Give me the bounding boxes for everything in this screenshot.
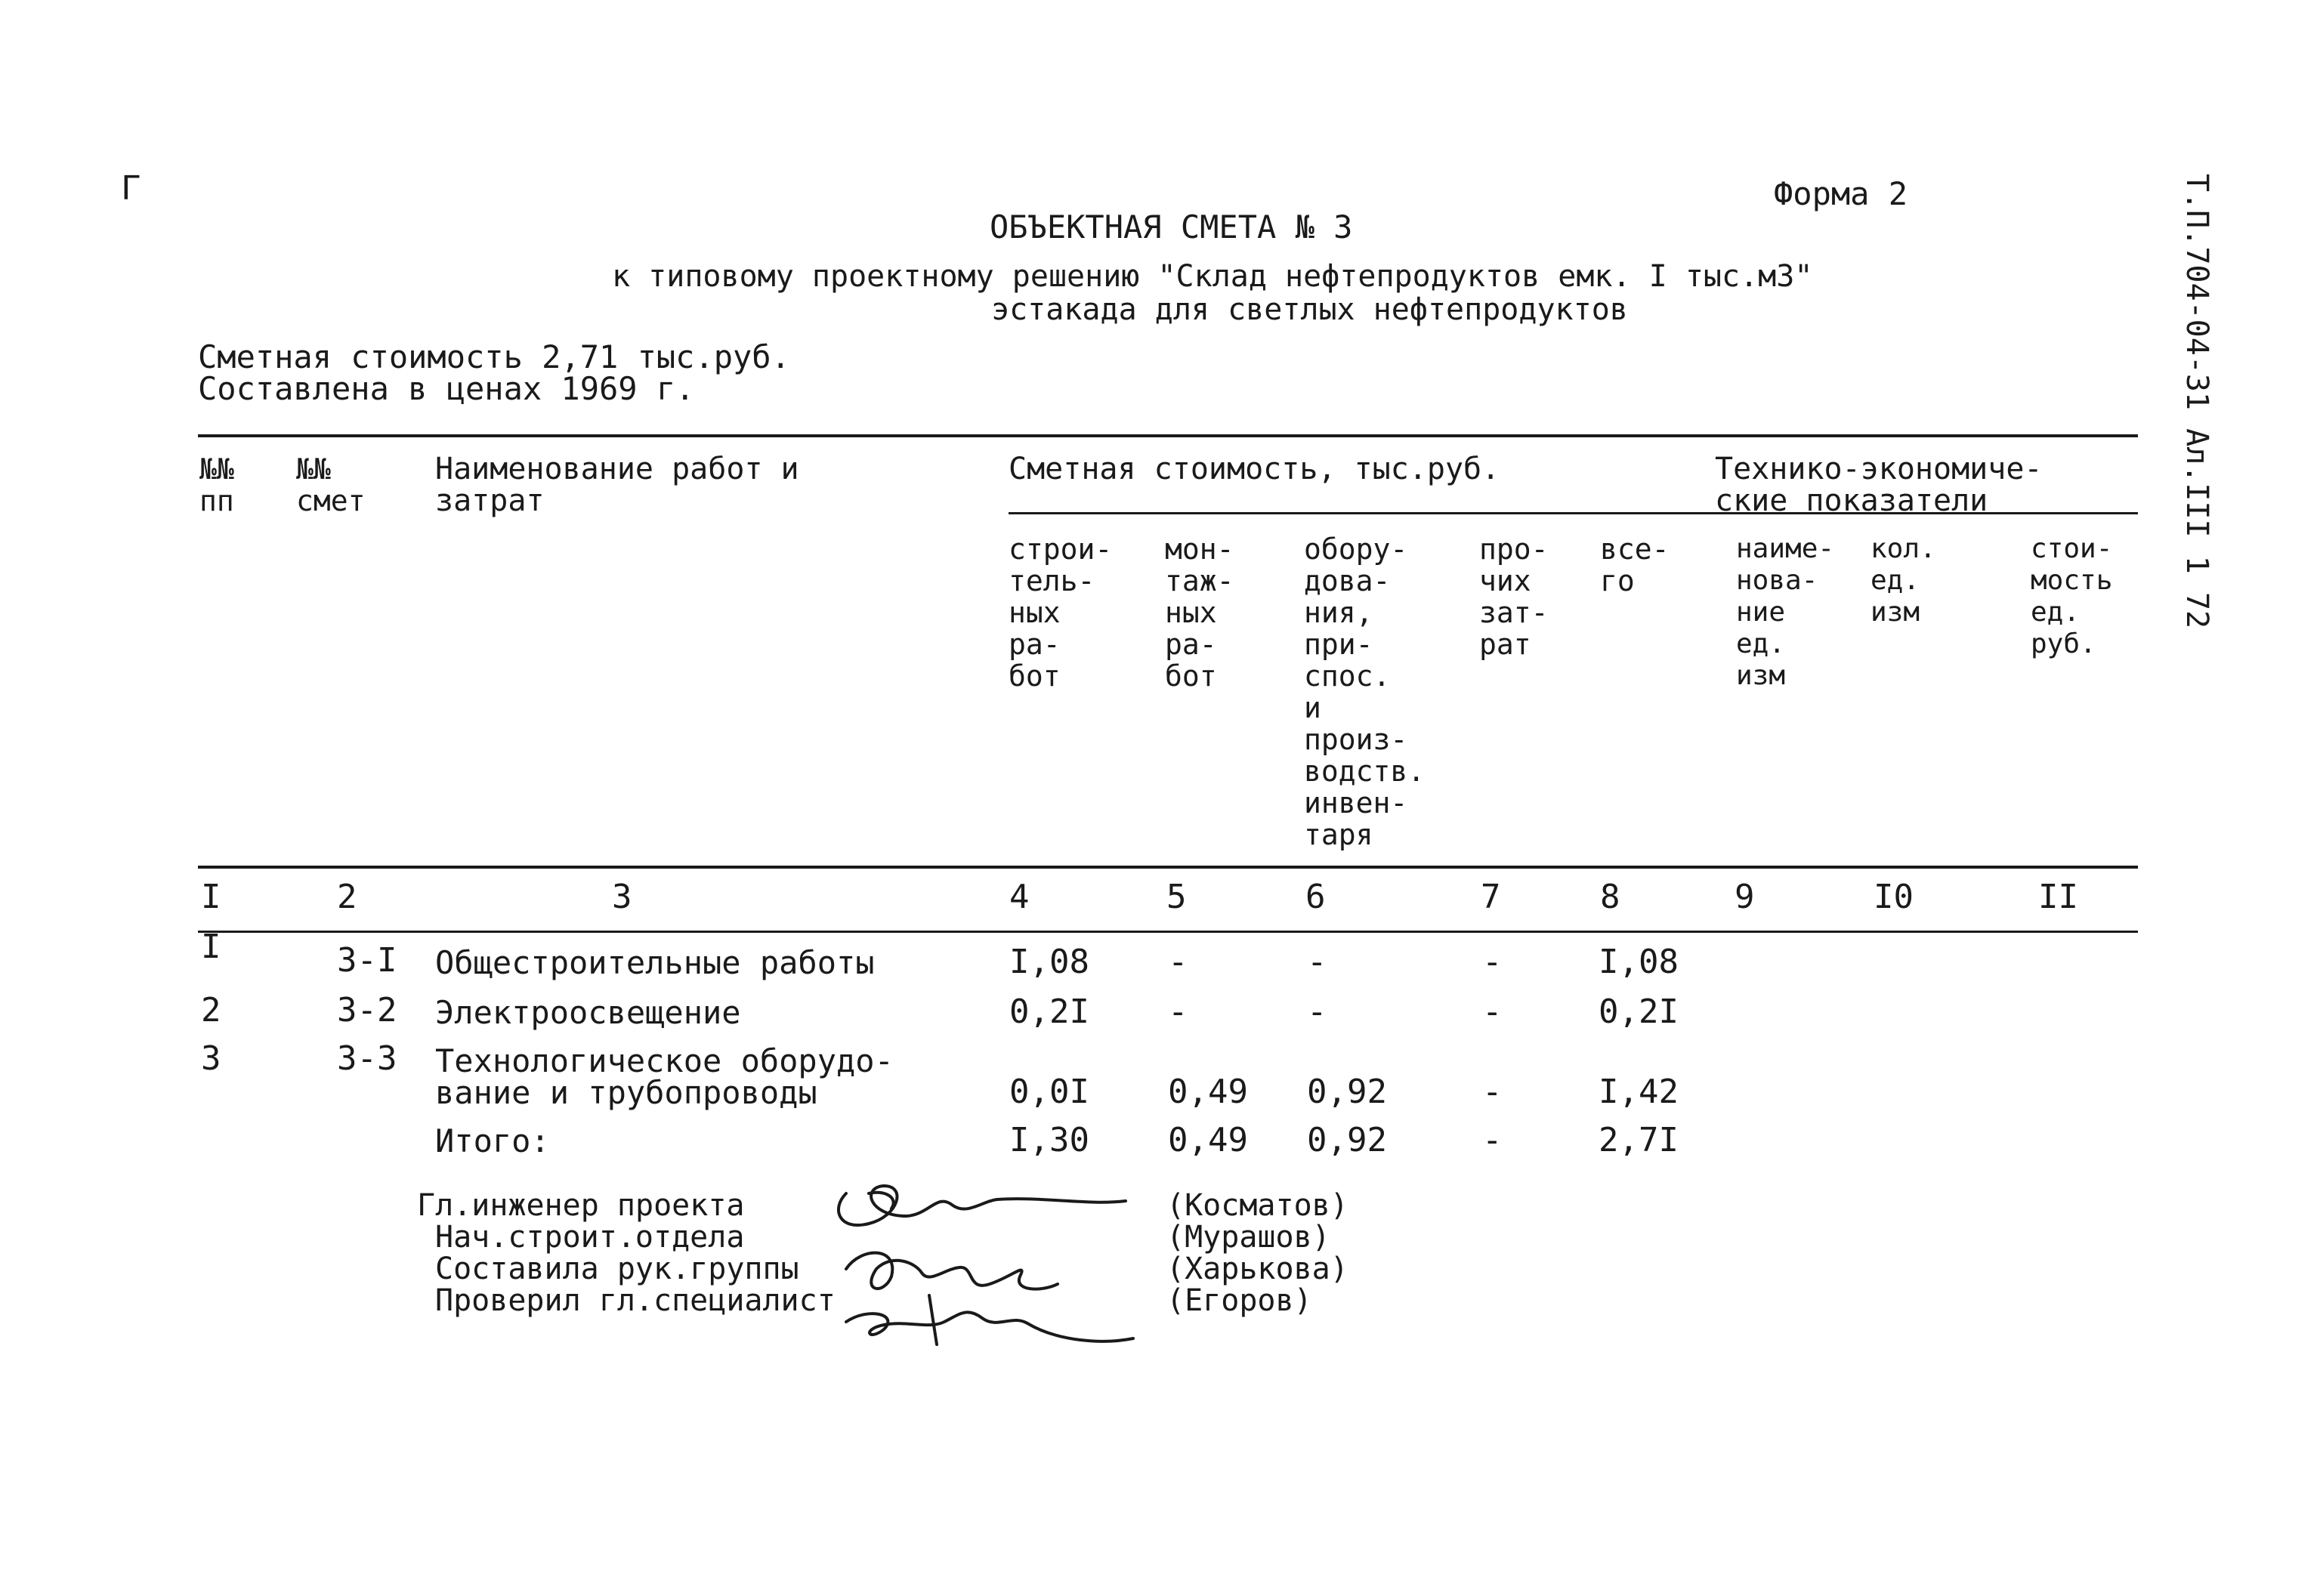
row-1-name: Общестроительные работы	[435, 944, 875, 981]
header-construction-works: строи- тель- ных ра- бот	[1009, 533, 1113, 693]
column-number-11: II	[2038, 878, 2078, 916]
estimate-cost: Сметная стоимость 2,71 тыс.руб.	[198, 338, 790, 375]
column-number-8: 8	[1600, 878, 1620, 916]
row-3-installation: 0,49	[1168, 1073, 1248, 1111]
row-2-name: Электроосвещение	[435, 994, 741, 1031]
signature-person-murashov: (Мурашов)	[1166, 1220, 1330, 1255]
signature-role-chief-specialist: Проверил гл.специалист	[435, 1283, 836, 1318]
column-number-6: 6	[1305, 878, 1326, 916]
document-subtitle-line1: к типовому проектному решению "Склад нефтепродуктов емк. I тыс.м3"	[612, 259, 1813, 294]
price-basis: Составлена в ценах 1969 г.	[198, 370, 695, 407]
row-1-installation: -	[1168, 943, 1188, 981]
row-1-estimate: 3-I	[337, 941, 397, 980]
header-unit-cost: стои- мость ед. руб.	[2031, 533, 2113, 659]
total-construction: I,30	[1009, 1121, 1089, 1159]
row-1-other: -	[1482, 943, 1503, 981]
row-2-equipment: -	[1307, 992, 1327, 1031]
header-equipment: обору- дова- ния, при- спос. и произ- водств. инвен- таря	[1304, 533, 1426, 851]
header-cost-group: Сметная стоимость, тыс.руб.	[1009, 452, 1500, 486]
signature-person-kosmatov: (Косматов)	[1166, 1188, 1348, 1223]
signature-person-kharkova: (Харькова)	[1166, 1252, 1348, 1286]
header-unit-name: наиме- нова- ние ед. изм	[1736, 533, 1835, 691]
table-top-rule	[198, 434, 2138, 437]
row-1-construction: I,08	[1009, 943, 1089, 981]
header-unit-quantity: кол. ед. изм	[1871, 533, 1936, 628]
column-number-10: I0	[1874, 878, 1914, 916]
column-number-2: 2	[337, 878, 357, 916]
total-equipment: 0,92	[1307, 1121, 1387, 1159]
row-3-construction: 0,0I	[1009, 1073, 1089, 1111]
header-work-name: Наименование работ и затрат	[435, 452, 799, 518]
row-1-equipment: -	[1307, 943, 1327, 981]
row-2-estimate: 3-2	[337, 991, 397, 1030]
column-number-7: 7	[1481, 878, 1501, 916]
handwritten-signatures	[816, 1163, 1148, 1360]
row-3-other: -	[1482, 1073, 1503, 1111]
signature-person-egorov: (Егоров)	[1166, 1283, 1312, 1318]
document-subtitle-line2: эстакада для светлых нефтепродуктов	[991, 292, 1628, 327]
header-row-number: №№ пп	[199, 452, 234, 517]
header-installation-works: мон- таж- ных ра- бот	[1165, 533, 1234, 693]
row-2-other: -	[1482, 992, 1503, 1031]
signature-role-construction-head: Нач.строит.отдела	[435, 1220, 745, 1255]
side-document-code: Т.П.704-04-31 Ал.III 1 72	[2179, 174, 2214, 629]
row-3-name: Технологическое оборудо- вание и трубопроводы	[435, 1042, 894, 1111]
document-title: ОБЪЕКТНАЯ СМЕТА № 3	[990, 208, 1353, 245]
row-3-number: 3	[201, 1039, 221, 1078]
corner-mark: Г	[121, 169, 141, 208]
column-number-4: 4	[1009, 878, 1030, 916]
row-2-number: 2	[201, 991, 221, 1030]
row-3-equipment: 0,92	[1307, 1073, 1387, 1111]
header-total: все- го	[1600, 533, 1670, 597]
column-number-5: 5	[1166, 878, 1187, 916]
column-number-1: I	[201, 878, 221, 916]
total-total: 2,7I	[1599, 1121, 1679, 1159]
row-3-total: I,42	[1599, 1073, 1679, 1111]
row-2-installation: -	[1168, 992, 1188, 1031]
table-header-bottom-rule	[198, 866, 2138, 869]
total-label: Итого:	[435, 1122, 550, 1159]
row-1-total: I,08	[1599, 943, 1679, 981]
table-numbers-rule	[198, 931, 2138, 933]
header-other-costs: про- чих зат- рат	[1479, 533, 1549, 661]
form-label: Форма 2	[1774, 175, 1908, 212]
row-2-total: 0,2I	[1599, 992, 1679, 1031]
column-number-3: 3	[612, 878, 632, 916]
total-installation: 0,49	[1168, 1121, 1248, 1159]
column-number-9: 9	[1735, 878, 1755, 916]
header-estimate-number: №№ смет	[296, 452, 366, 517]
header-tech-group: Технико-экономиче- ские показатели	[1715, 452, 2043, 518]
row-1-number: I	[201, 928, 221, 966]
row-3-estimate: 3-3	[337, 1039, 397, 1078]
signature-role-chief-engineer: Гл.инженер проекта	[417, 1188, 745, 1223]
signature-role-group-leader: Составила рук.группы	[435, 1252, 799, 1286]
row-2-construction: 0,2I	[1009, 992, 1089, 1031]
total-other: -	[1482, 1121, 1503, 1159]
